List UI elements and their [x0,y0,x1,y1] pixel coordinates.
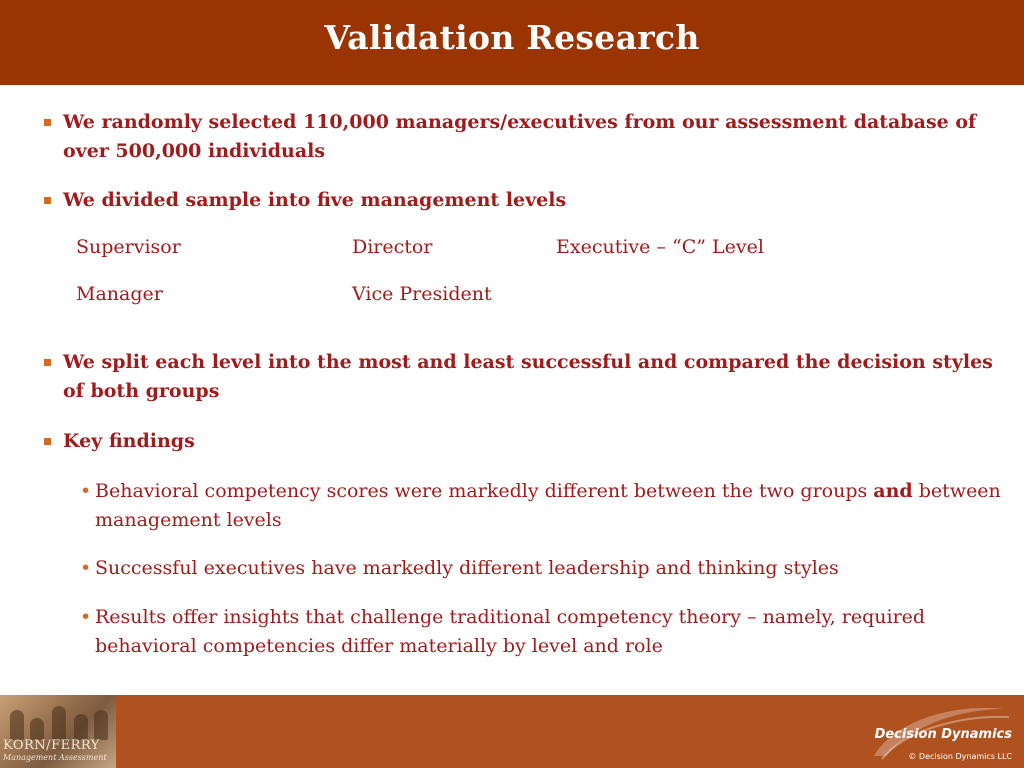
bullet-text: We split each level into the most and least successful and compared the decision styles of both groups [63,351,993,402]
copyright-text: © Decision Dynamics LLC [908,752,1012,761]
square-bullet-icon [44,438,51,445]
bullet-text: We randomly selected 110,000 managers/executives from our assessment database of over 500,000 individuals [63,111,977,162]
level-item: Vice President [352,283,492,305]
level-item: Supervisor [76,236,181,258]
level-item: Director [352,236,433,258]
korn-ferry-logo [0,695,116,768]
bullet-text: Key findings [63,430,195,452]
square-bullet-icon [44,119,51,126]
decision-dynamics-logo [852,697,1018,767]
finding-text: Results offer insights that challenge traditional competency theory – namely, required behavioral competencies differ materially by level and role [95,606,926,657]
round-bullet-icon: • [80,606,92,628]
finding-emphasis: and [873,480,913,502]
square-bullet-icon [44,197,51,204]
level-item: Executive – “C” Level [556,236,764,258]
logo-figure [30,718,44,740]
logo-figure [94,710,108,740]
logo-subtext: Management Assessment [3,753,107,762]
level-item: Manager [76,283,163,305]
bullet-text: We divided sample into five management levels [63,189,567,211]
round-bullet-icon: • [80,480,92,502]
logo-figure [52,706,66,740]
logo-figure [74,714,88,740]
round-bullet-icon: • [80,557,92,579]
finding-text: Behavioral competency scores were markedly different between the two groups and between management levels [95,480,1001,531]
square-bullet-icon [44,359,51,366]
finding-text: Successful executives have markedly different leadership and thinking styles [95,557,839,579]
logo-text: KORN/FERRY [3,738,100,753]
logo-figure [10,710,24,740]
page-title: Validation Research [324,18,700,57]
brand-name: Decision Dynamics [874,727,1012,742]
